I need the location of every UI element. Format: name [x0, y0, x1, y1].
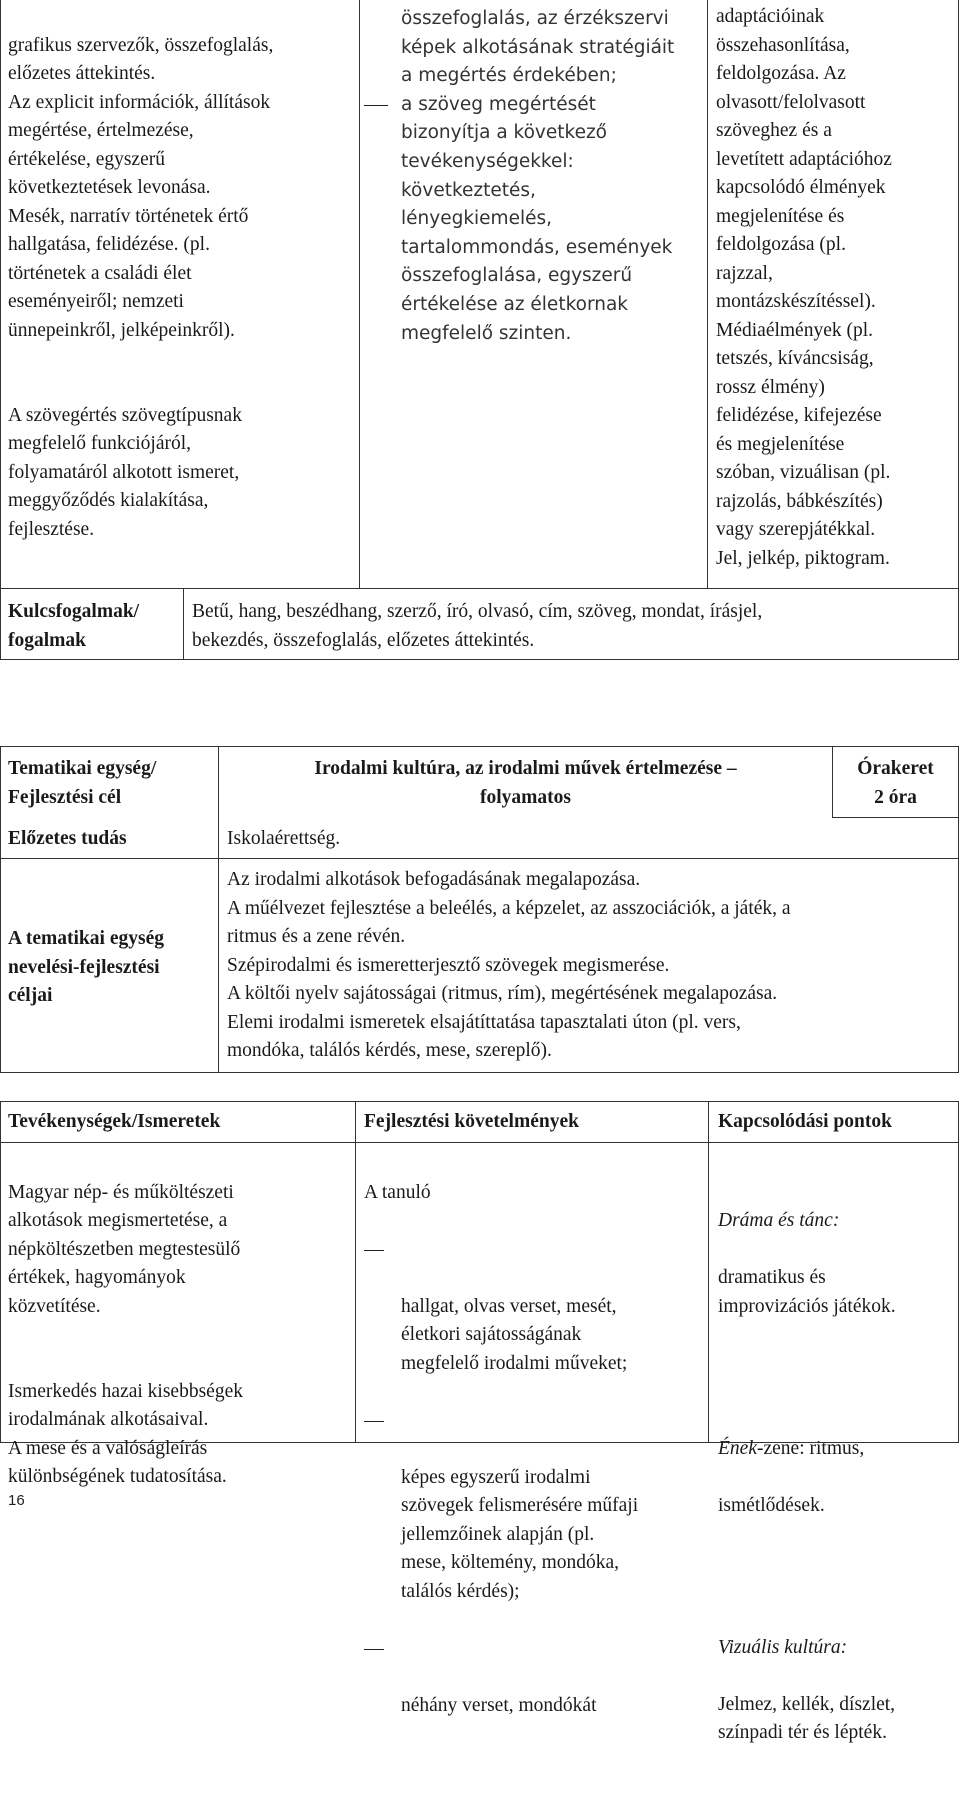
- bottom-col2-item-text: képes egyszerű irodalmi szövegek felismerésére műfaji jellemzőinek alapján (pl. mese, költemény, mondóka, találós kérdés);: [401, 1466, 639, 1602]
- header-activities: Tevékenységek/Ismeretek: [8, 1111, 221, 1132]
- top-col1-paragraph: A szövegértés szövegtípusnak megfelelő funkciójáról, folyamatáról alkotott ismeret, meggyőződés kialakítása, fejlesztése.: [8, 404, 242, 540]
- bottom-col2-list-item: [364, 1236, 706, 1379]
- top-col2-intro: összefoglalás, az érzékszervi képek alkotásának stratégiáit a megértés érdekében;: [401, 8, 675, 87]
- header-requirements: Fejlesztési követelmények: [364, 1111, 579, 1132]
- dash-bullet-icon: [364, 1421, 384, 1422]
- bottom-col1-text: [8, 1150, 353, 1520]
- bottom-col2-item-text: hallgat, olvas verset, mesét, életkori sajátosságának megfelelő irodalmi műveket;: [401, 1295, 628, 1374]
- prior-knowledge-label: Előzetes tudás: [8, 828, 127, 849]
- bottom-col3-text: [718, 1150, 958, 1805]
- connection-block: [718, 1406, 958, 1549]
- connection-subject: Ének: [718, 1437, 757, 1459]
- bottom-col1-paragraph: Magyar nép- és műköltészeti alkotások megismertetése, a népköltészetben megtestesülő értékek, hagyományok közvetítése.: [8, 1181, 241, 1317]
- top-col2-item-text: a szöveg megértését bizonyítja a következő tevékenységekkel: következtetés, lényegkiemelés, tartalommondás, események összefoglalása, egyszerű értékelése az életkornak megfelelő szinten.: [401, 93, 673, 344]
- top-col1-text: [8, 3, 358, 573]
- connection-text: Jelmez, kellék, díszlet, színpadi tér és lépték.: [718, 1693, 896, 1743]
- connection-subject-rest: -zene: ritmus,: [756, 1437, 865, 1459]
- bottom-col2-list-item: [364, 1635, 706, 1721]
- top-col2-text: [366, 5, 706, 348]
- unit-label: Tematikai egység/ Fejlesztési cél: [8, 758, 157, 808]
- dash-bullet-icon: [364, 105, 388, 106]
- key-concepts-label: Kulcsfogalmak/ fogalmak: [8, 601, 140, 651]
- top-col2-list-item: [366, 91, 706, 348]
- connection-subject: Vizuális kultúra:: [718, 1636, 848, 1658]
- connection-text: ismétlődések.: [718, 1494, 825, 1516]
- top-col1-paragraph: grafikus szervezők, összefoglalás, előzetes áttekintés. Az explicit információk, állítások megértése, értelmezése, értékelése, egyszerű következtetések levonása. Mesék, narratív történetek értő hallgatása, felidézése. (pl. történetek a családi élet eseményeiről; nemzeti ünnepeinkről, jelképeinkről).: [8, 34, 274, 341]
- goals-label: A tematikai egység nevelési-fejlesztési céljai: [8, 928, 164, 1006]
- connection-text: dramatikus és improvizációs játékok.: [718, 1267, 896, 1317]
- hours-value: 2 óra: [874, 787, 917, 808]
- connection-subject: Dráma és tánc:: [718, 1210, 840, 1231]
- bottom-col1-paragraph: Ismerkedés hazai kisebbségek irodalmának alkotásaival. A mese és a valóságleírás különbségének tudatosítása.: [8, 1380, 243, 1487]
- hours-label: Órakeret: [857, 758, 934, 779]
- bottom-col2-list-item: [364, 1407, 706, 1607]
- bottom-col2-intro: A tanuló: [364, 1181, 431, 1203]
- dash-bullet-icon: [364, 1250, 384, 1251]
- connection-block: [718, 1179, 958, 1350]
- unit-title: Irodalmi kultúra, az irodalmi művek értelmezése – folyamatos: [314, 758, 737, 808]
- bottom-col2-text: [364, 1150, 706, 1749]
- key-concepts-text: Betű, hang, beszédhang, szerző, író, olvasó, cím, szöveg, mondat, írásjel, bekezdés, összefoglalás, előzetes áttekintés.: [192, 601, 763, 651]
- bottom-col2-item-text: néhány verset, mondókát: [401, 1694, 597, 1716]
- header-connections: Kapcsolódási pontok: [718, 1111, 892, 1132]
- goals-text: Az irodalmi alkotások befogadásának megalapozása. A műélvezet fejlesztése a beleélés, a képzelet, az asszociációk, a játék, a ritmus és a zene révén. Szépirodalmi és ismeretterjesztő szövegek megismerése. A költői nyelv sajátosságai (ritmus, rím), megértésének megalapozása. Elemi irodalmi ismeretek elsajátíttatása tapasztalati úton (pl. vers, mondóka, találós kérdés, mese, szereplő).: [227, 869, 791, 1061]
- page-number: 16: [8, 1492, 25, 1509]
- connection-block: [718, 1605, 958, 1776]
- top-col3-text: adaptációinak összehasonlítása, feldolgozása. Az olvasott/felolvasott szöveghez és a levetített adaptációhoz kapcsolódó élmények megjelenítése és feldolgozása (pl. rajzzal, montázskészítéssel). Médiaélmények (pl. tetszés, kíváncsiság, rossz élmény) felidézése, kifejezése és megjelenítése szóban, vizuálisan (pl. rajzolás, bábkészítés) vagy szerepjátékkal. Jel, jelkép, piktogram.: [716, 6, 892, 569]
- prior-knowledge-value: Iskolaérettség.: [227, 828, 341, 849]
- dash-bullet-icon: [364, 1649, 384, 1650]
